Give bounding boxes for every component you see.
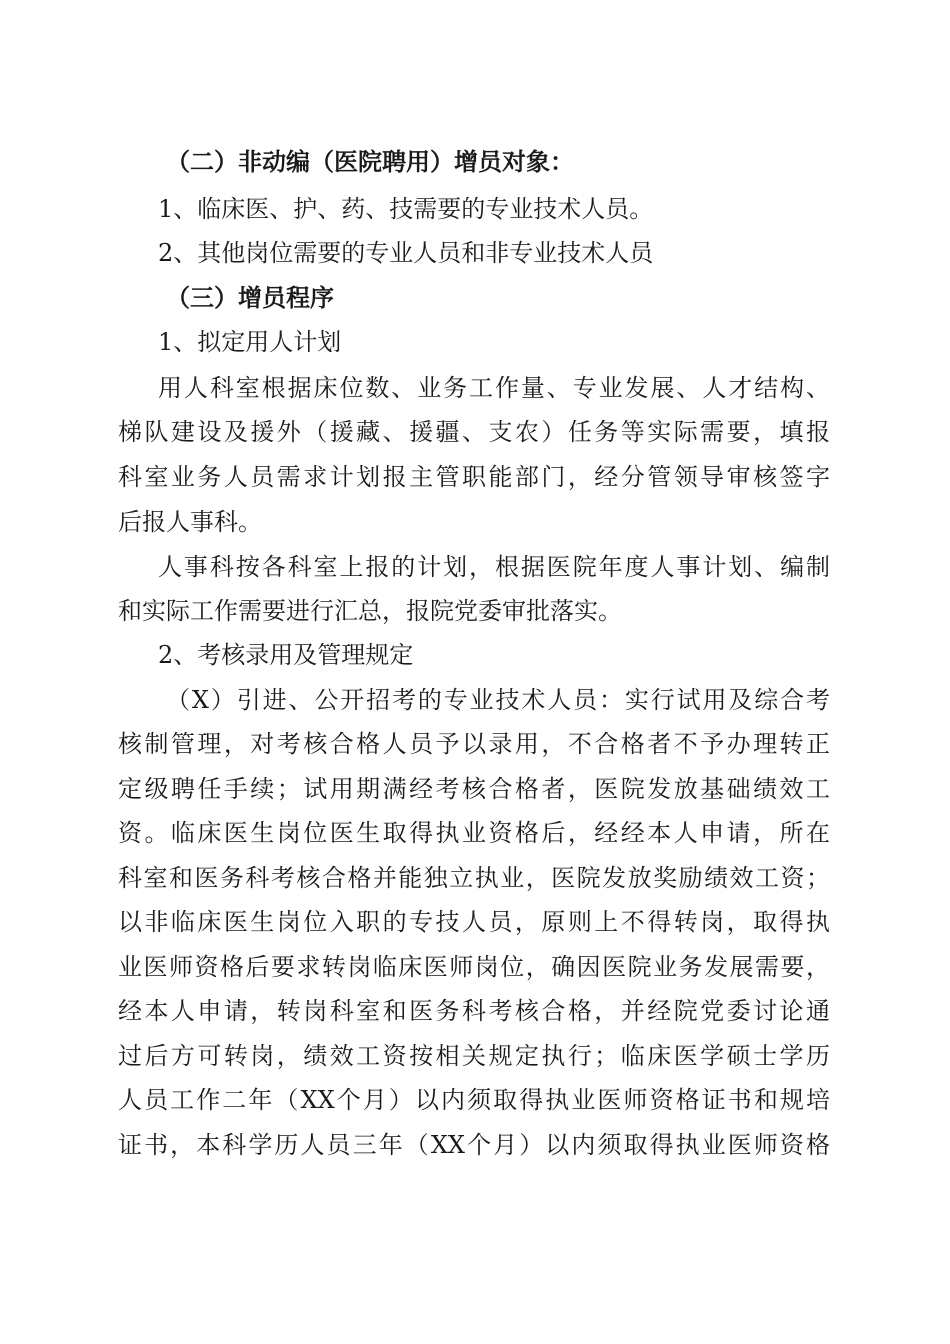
paragraph-line: 科室业务人员需求计划报主管职能部门，经分管领导审核签字 <box>118 463 830 491</box>
paragraph-line: （X）引进、公开招考的专业技术人员：实行试用及综合考 <box>166 686 830 714</box>
paragraph-line: 以非临床医生岗位入职的专技人员，原则上不得转岗，取得执 <box>118 908 830 936</box>
subheading-plan: 1、拟定用人计划 <box>158 328 342 356</box>
paragraph-line: 后报人事科。 <box>118 508 262 536</box>
section-heading-3: （三）增员程序 <box>166 283 334 312</box>
paragraph-line: 人员工作二年（XX个月）以内须取得执业医师资格证书和规培 <box>118 1086 830 1114</box>
paragraph-line: 业医师资格后要求转岗临床医师岗位，确因医院业务发展需要， <box>118 953 830 981</box>
paragraph-line: 核制管理，对考核合格人员予以录用，不合格者不予办理转正 <box>118 730 830 758</box>
paragraph-line: 人事科按各科室上报的计划，根据医院年度人事计划、编制 <box>158 553 830 581</box>
section-heading-2: （二）非动编（医院聘用）增员对象： <box>166 147 574 176</box>
paragraph-line: 和实际工作需要进行汇总，报院党委审批落实。 <box>118 597 622 625</box>
paragraph-line: 资。临床医生岗位医生取得执业资格后，经经本人申请，所在 <box>118 819 830 847</box>
paragraph-line: 过后方可转岗，绩效工资按相关规定执行；临床医学硕士学历 <box>118 1042 830 1070</box>
paragraph-line: 科室和医务科考核合格并能独立执业，医院发放奖励绩效工资； <box>118 864 830 892</box>
list-item-1: 1、临床医、护、药、技需要的专业技术人员。 <box>158 195 654 223</box>
paragraph-line: 定级聘任手续；试用期满经考核合格者，医院发放基础绩效工 <box>118 775 830 803</box>
paragraph-line: 经本人申请，转岗科室和医务科考核合格，并经院党委讨论通 <box>118 997 830 1025</box>
subheading-assessment: 2、考核录用及管理规定 <box>158 641 414 669</box>
list-item-2: 2、其他岗位需要的专业人员和非专业技术人员 <box>158 239 654 267</box>
paragraph-line: 用人科室根据床位数、业务工作量、专业发展、人才结构、 <box>158 374 830 402</box>
paragraph-line: 证书，本科学历人员三年（XX个月）以内须取得执业医师资格 <box>118 1131 830 1159</box>
paragraph-line: 梯队建设及援外（援藏、援疆、支农）任务等实际需要，填报 <box>118 418 830 446</box>
